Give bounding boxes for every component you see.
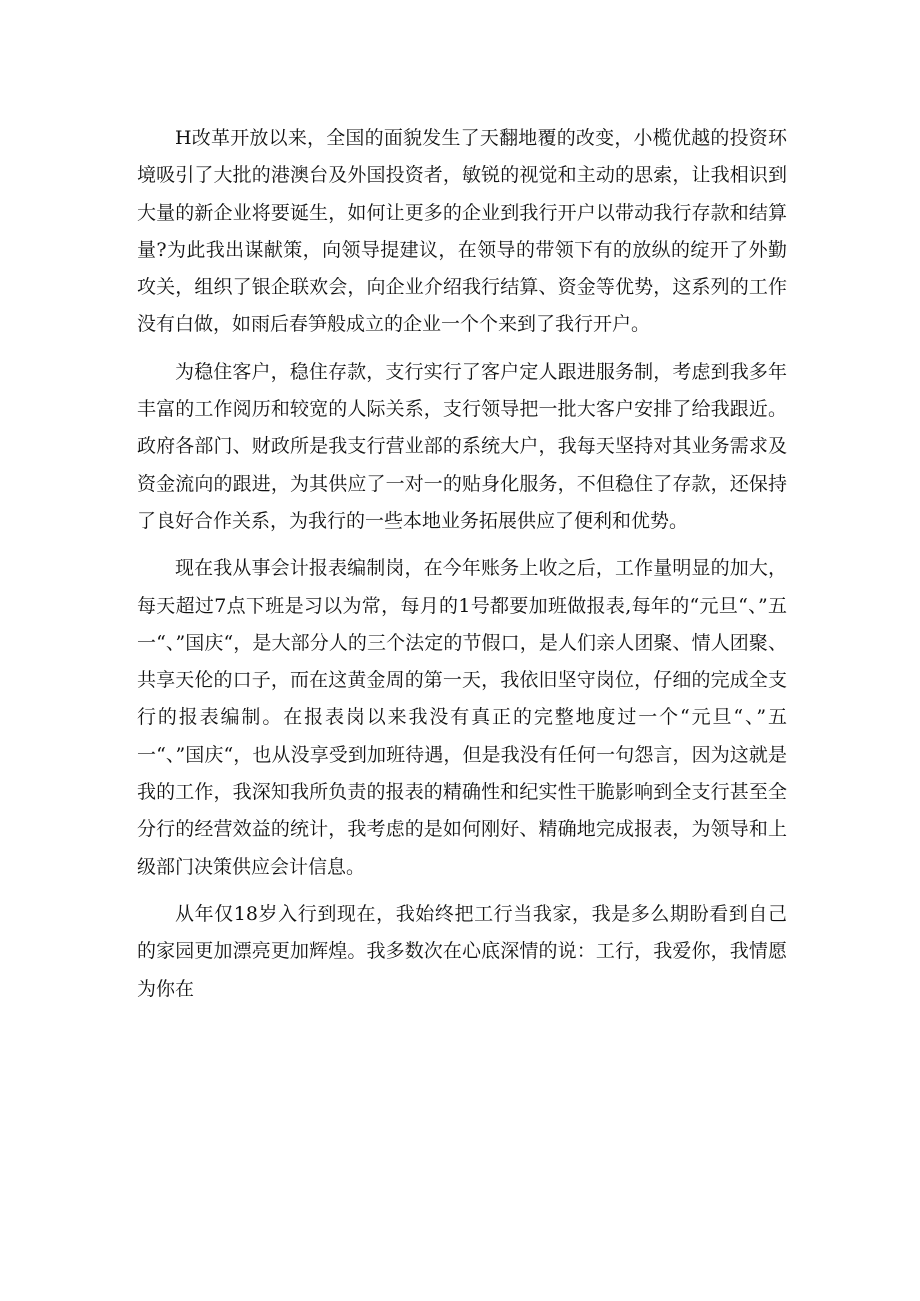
paragraph-1: H改革开放以来，全国的面貌发生了天翻地覆的改变，小榄优越的投资环境吸引了大批的港澳台及外国投资者，敏锐的视觉和主动的思索，让我相识到大量的新企业将要诞生，如何让更多的企业到我行开户以带动我行存款和结算量?为此我出谋献策，向领导提建议，在领导的带领下有的放纵的绽开了外勤攻关，组织了银企联欢会，向企业介绍我行结算、资金等优势，这系列的工作没有白做，如雨后春笋般成立的企业一个个来到了我行开户。	[137, 127, 787, 336]
paragraph-4: 从年仅18岁入行到现在，我始终把工行当我家，我是多么期盼看到自己的家园更加漂亮更加辉煌。我多数次在心底深情的说：工行，我爱你，我情愿为你在	[137, 902, 787, 1000]
document-body	[137, 120, 787, 1018]
paragraph-3: 现在我从事会计报表编制岗，在今年账务上收之后，工作量明显的加大，每天超过7点下班是习以为常，每月的1号都要加班做报表,每年的“元旦“、”五一“、”国庆“，是大部分人的三个法定的节假口，是人们亲人团聚、情人团聚、共享天伦的口子，而在这黄金周的第一天，我依旧坚守岗位，仔细的完成全支行的报表编制。在报表岗以来我没有真正的完整地度过一个“元旦“、”五一“、”国庆“，也从没享受到加班待遇，但是我没有任何一句怨言，因为这就是我的工作，我深知我所负责的报表的精确性和纪实性干脆影响到全支行甚至全分行的经营效益的统计，我考虑的是如何刚好、精确地完成报表，为领导和上级部门决策供应会计信息。	[137, 557, 787, 878]
paragraph-2: 为稳住客户，稳住存款，支行实行了客户定人跟进服务制，考虑到我多年丰富的工作阅历和较宽的人际关系，支行领导把一批大客户安排了给我跟近。政府各部门、财政所是我支行营业部的系统大户，我每天坚持对其业务需求及资金流向的跟进，为其供应了一对一的贴身化服务，不但稳住了存款，还保持了良好合作关系，为我行的一些本地业务拓展供应了便利和优势。	[137, 360, 787, 532]
